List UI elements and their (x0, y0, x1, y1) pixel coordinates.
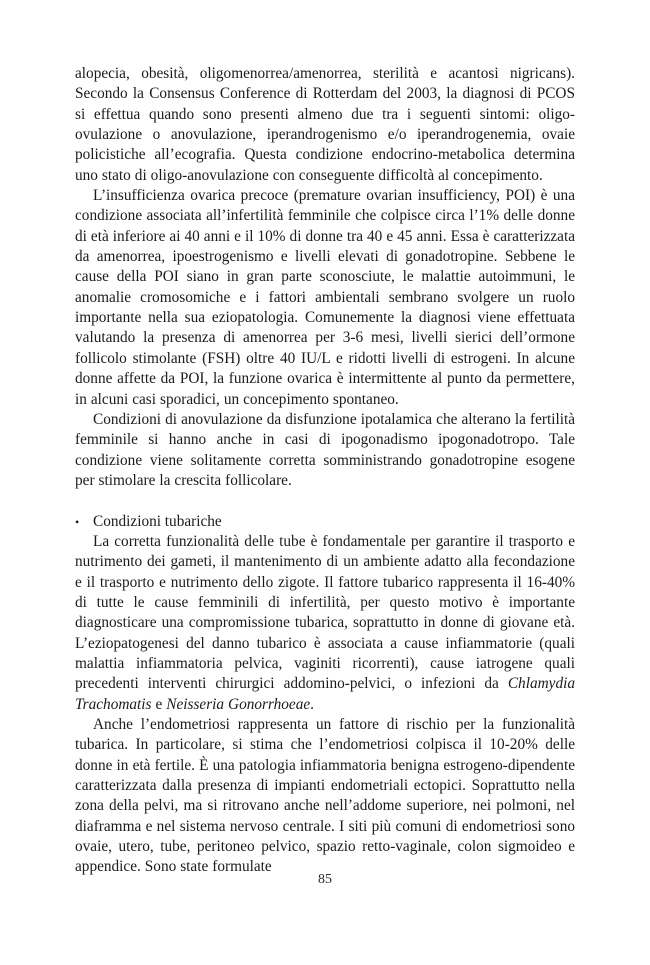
page-number: 85 (318, 872, 332, 887)
page-text-column (75, 64, 575, 878)
species-name-neisseria-gonorrhoeae: Neisseria Gonorrhoeae (166, 695, 311, 713)
paragraph-pcos: alopecia, obesità, oligomenorrea/amenorrea, sterilità e acantosi nigricans). Secondo la Consensus Conference di Rotterdam del 2003, la diagnosi di PCOS si effettua quando sono presenti almeno due tra i seguenti sintomi: oligo-ovulazione o anovulazione, iperandrogenismo e/o iperandrogenemia, ovaie policistiche all’ecografia. Questa condizione endocrino-metabolica determina uno stato di oligo-anovulazione con conseguente difficoltà al concepimento. (75, 65, 575, 184)
bullet-item-label: Condizioni tubariche (93, 512, 222, 530)
paragraph-hypothalamic-anovulation: Condizioni di anovulazione da disfunzione ipotalamica che alterano la fertilità femminile si hanno anche in casi di ipogonadismo ipogonadotropo. Tale condizione viene solitamente corretta somministrando gonadotropine esogene per stimolare la crescita follicolare. (75, 410, 575, 489)
paragraph-tubal-factor (75, 532, 575, 715)
paragraph-spacer (75, 491, 575, 511)
species-name-chlamydia-trachomatis: Chlamydia Trachomatis (75, 675, 575, 713)
paragraph-endometriosis: Anche l’endometriosi rappresenta un fattore di rischio per la funzionalità tubarica. In particolare, si stima che l’endometriosi colpisca il 10-20% delle donne in età fertile. È una patologia infiammatoria benigna estrogeno-dipendente caratterizzata dalla presenza di impianti endometriali ectopici. Soprattutto nella zona della pelvi, ma si ritrovano anche nell’addome superiore, nei polmoni, nel diaframma e nel sistema nervoso centrale. I siti più comuni di endometriosi sono ovaie, utero, tube, peritoneo pelvico, spazio retto-vaginale, colon sigmoideo e appendice. Sono state formulate (75, 716, 575, 876)
bullet-point-icon: • (75, 514, 80, 529)
species-conjunction: e (151, 695, 167, 713)
paragraph-premature-ovarian-insufficiency: L’insufficienza ovarica precoce (premature ovarian insufficiency, POI) è una condizione associata all’infertilità femminile che colpisce circa l’1% delle donne di età inferiore ai 40 anni e il 10% di donne tra 40 e 45 anni. Essa è caratterizzata da amenorrea, ipoestrogenismo e livelli elevati di gonadotropine. Sebbene le cause della POI siano in gran parte sconosciute, le malattie autoimmuni, le anomalie cromosomiche e i fattori ambientali sembrano svolgere un ruolo importante nella sua eziopatologia. Comunemente la diagnosi viene effettuata valutando la presenza di amenorrea per 3-6 mesi, livelli sierici dell’ormone follicolo stimolante (FSH) oltre 40 IU/L e ridotti livelli di estrogeni. In alcune donne affette da POI, la funzione ovarica è intermittente al punto da permettere, in alcuni casi sporadici, un concepimento spontaneo. (75, 187, 575, 408)
tubal-text-leading: La corretta funzionalità delle tube è fondamentale per garantire il trasporto e nutrimento dei gameti, il mantenimento di un ambiente adatto alla fecondazione e il trasporto e nutrimento dello zigote. Il fattore tubarico rappresenta il 16-40% di tutte le cause femminili di infertilità, per questo motivo è importante diagnosticare una compromissione tubarica, soprattutto in donne di giovane età. L’eziopatogenesi del danno tubarico è associata a cause infiammatorie (quali malattia infiammatoria pelvica, vaginiti ricorrenti), cause iatrogene quali precedenti interventi chirurgici addomino-pelvici, o infezioni da (75, 532, 575, 693)
tubal-text-trailing: . (310, 695, 314, 713)
bullet-item-tubal-conditions (75, 512, 575, 532)
